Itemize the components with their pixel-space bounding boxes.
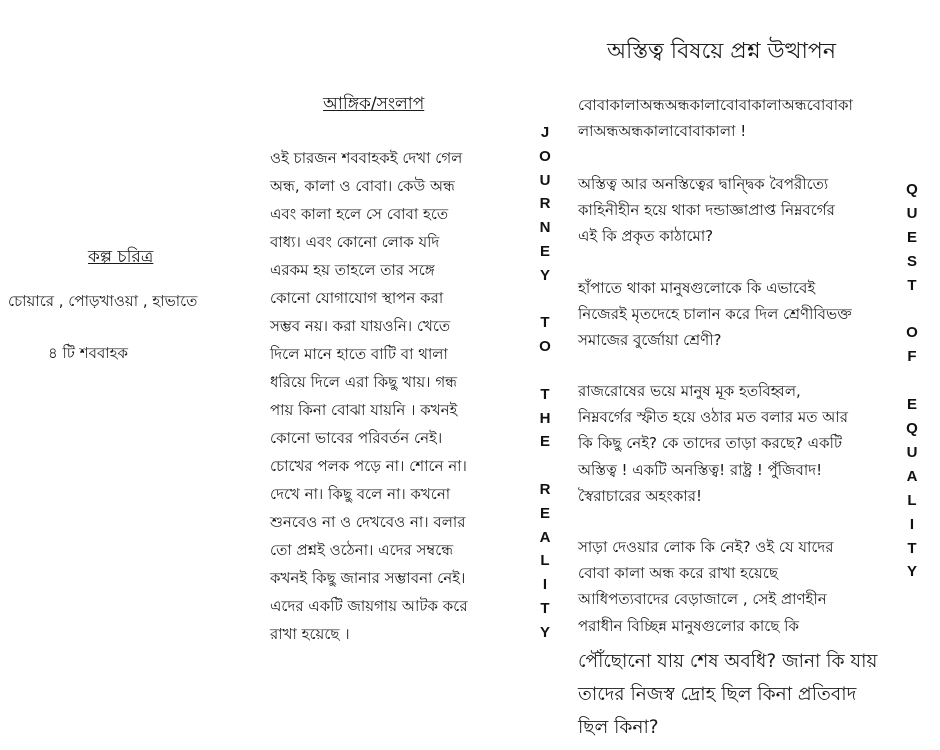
vertical-letter: T: [540, 314, 550, 332]
text-line: আধিপত্যবাদের বেড়াজালে , সেই প্রাণহীন: [578, 590, 827, 609]
text-line: বোবা কালা অন্ধ করে রাখা হয়েছে: [578, 564, 778, 583]
vertical-letter: O: [539, 147, 551, 165]
text-line: চোখের পলক পড়ে না। শোনে না।: [270, 457, 467, 475]
text-line: এদের একটি জায়গায় আটক করে: [270, 597, 468, 615]
vertical-letter: I: [542, 576, 548, 594]
vertical-letter: S: [906, 252, 917, 270]
vertical-letter: L: [907, 491, 917, 509]
text-line: তো প্রশ্নই ওঠেনা। এদের সম্বন্ধে: [270, 541, 454, 559]
vertical-letter: U: [539, 171, 551, 189]
text-line: হাঁপাতে থাকা মানুষগুলোকে কি এভাবেই: [578, 279, 816, 297]
vertical-letter: U: [906, 204, 918, 222]
text-line: লাঅন্ধঅন্ধকালাবোবাকালা !: [578, 122, 747, 141]
vertical-letter: O: [539, 338, 551, 356]
text-line: সম্ভব নয়। করা যায়ওনি। খেতে: [270, 317, 451, 335]
vertical-letter: Q: [906, 181, 918, 198]
text-line: দিলে মানে হাতে বাটি বা থালা: [270, 345, 448, 363]
text-line: সাড়া দেওয়ার লোক কি নেই? ওই যে যাদের: [578, 538, 834, 556]
character-count: ৪ টি শববাহক: [48, 344, 129, 362]
vertical-letter: E: [539, 243, 550, 260]
vertical-letter: F: [907, 348, 917, 366]
dialogue-heading: আঙ্গিক/সংলাপ: [323, 94, 425, 114]
text-line: ছিল কিনা?: [578, 717, 659, 738]
vertical-letter: L: [540, 552, 550, 570]
text-line: নিজেরই মৃতদেহে চালান করে দিল শ্রেণীবিভক্ত: [578, 305, 852, 324]
vertical-letter: Y: [539, 623, 550, 641]
vertical-letter: E: [539, 504, 550, 522]
character-description: চোয়ারে , পোড়খাওয়া , হাভাতে: [8, 292, 198, 310]
vertical-letter: A: [539, 528, 551, 546]
vertical-letter: T: [907, 276, 917, 294]
vertical-letter: H: [539, 409, 551, 427]
text-line: পায় কিনা বোঝা যায়নি । কখনই: [270, 401, 458, 419]
text-line: স্বৈরাচারের অহংকার!: [578, 486, 702, 505]
text-line: পৌঁছোনো যায় শেষ অবধি? জানা কি যায়: [578, 651, 878, 672]
text-line: বাধ্য। এবং কোনো লোক যদি: [270, 233, 440, 251]
vertical-letter: R: [539, 195, 551, 213]
text-line: কোনো ভাবের পরিবর্তন নেই।: [270, 429, 443, 447]
vertical-letter: Q: [906, 420, 918, 437]
vertical-letter: E: [539, 433, 550, 451]
text-line: এরকম হয় তাহলে তার সঙ্গে: [270, 261, 435, 279]
text-line: কি কিছু নেই? কে তাদের তাড়া করছে? একটি: [578, 434, 843, 453]
character-heading: কল্প চরিত্র: [88, 247, 154, 267]
text-line: নিম্নবর্গের স্ফীত হয়ে ওঠার মত বলার মত আর: [578, 408, 849, 427]
vertical-letter: T: [907, 539, 917, 557]
text-line: রাখা হয়েছে ।: [270, 625, 350, 643]
text-line: কোনো যোগাযোগ স্থাপন করা: [270, 289, 444, 307]
vertical-letter: J: [540, 124, 550, 141]
vertical-letter: O: [906, 324, 918, 342]
text-line: অন্ধ, কালা ও বোবা। কেউ অন্ধ: [270, 177, 455, 195]
text-line: সমাজের বুর্জোয়া শ্রেণী?: [578, 331, 722, 350]
vertical-letter: A: [906, 467, 918, 485]
text-line: অস্তিত্ব আর অনস্তিত্বের দ্বান্দ্বিক বৈপরীত্যে: [578, 175, 829, 193]
vertical-letter: I: [909, 515, 915, 533]
vertical-letter: R: [539, 481, 551, 498]
text-line: তাদের নিজস্ব দ্রোহ ছিল কিনা প্রতিবাদ: [578, 684, 857, 705]
text-line: ওই চারজন শববাহকই দেখা গেল: [270, 149, 463, 167]
vertical-letter: E: [906, 396, 917, 414]
vertical-letter: U: [906, 443, 918, 461]
text-line: রাজরোষের ভয়ে মানুষ মূক হতবিহ্বল,: [578, 382, 801, 400]
vertical-letter: N: [539, 219, 551, 237]
text-line: অস্তিত্ব ! একটি অনস্তিত্ব! রাষ্ট্র ! পুঁজিবাদ!: [578, 460, 823, 479]
text-line: ধরিয়ে দিলে এরা কিছু খায়। গন্ধ: [270, 373, 458, 391]
vertical-letter: Y: [906, 563, 917, 581]
text-line: এই কি প্রকৃত কাঠামো?: [578, 227, 714, 246]
text-line: কখনই কিছু জানার সম্ভাবনা নেই।: [270, 569, 466, 587]
text-line: কাহিনীহীন হয়ে থাকা দন্ডাজ্ঞাপ্রাপ্ত নিম্নবর্গের: [578, 201, 835, 220]
text-line: শুনবেও না ও দেখবেও না। বলার: [270, 513, 466, 531]
vertical-letter: T: [540, 385, 550, 403]
text-line: দেখে না। কিছু বলে না। কখনো: [270, 485, 451, 503]
text-line: বোবাকালাঅন্ধঅন্ধকালাবোবাকালাঅন্ধবোবাকা: [578, 96, 853, 114]
vertical-letter: T: [540, 600, 550, 617]
page-title: অস্তিত্ব বিষয়ে প্রশ্ন উত্থাপন: [607, 39, 836, 64]
vertical-letter: Y: [539, 266, 550, 284]
text-line: পরাধীন বিচ্ছিন্ন মানুষগুলোর কাছে কি: [578, 616, 799, 635]
text-line: এবং কালা হলে সে বোবা হতে: [270, 205, 449, 223]
vertical-letter: E: [906, 228, 917, 246]
